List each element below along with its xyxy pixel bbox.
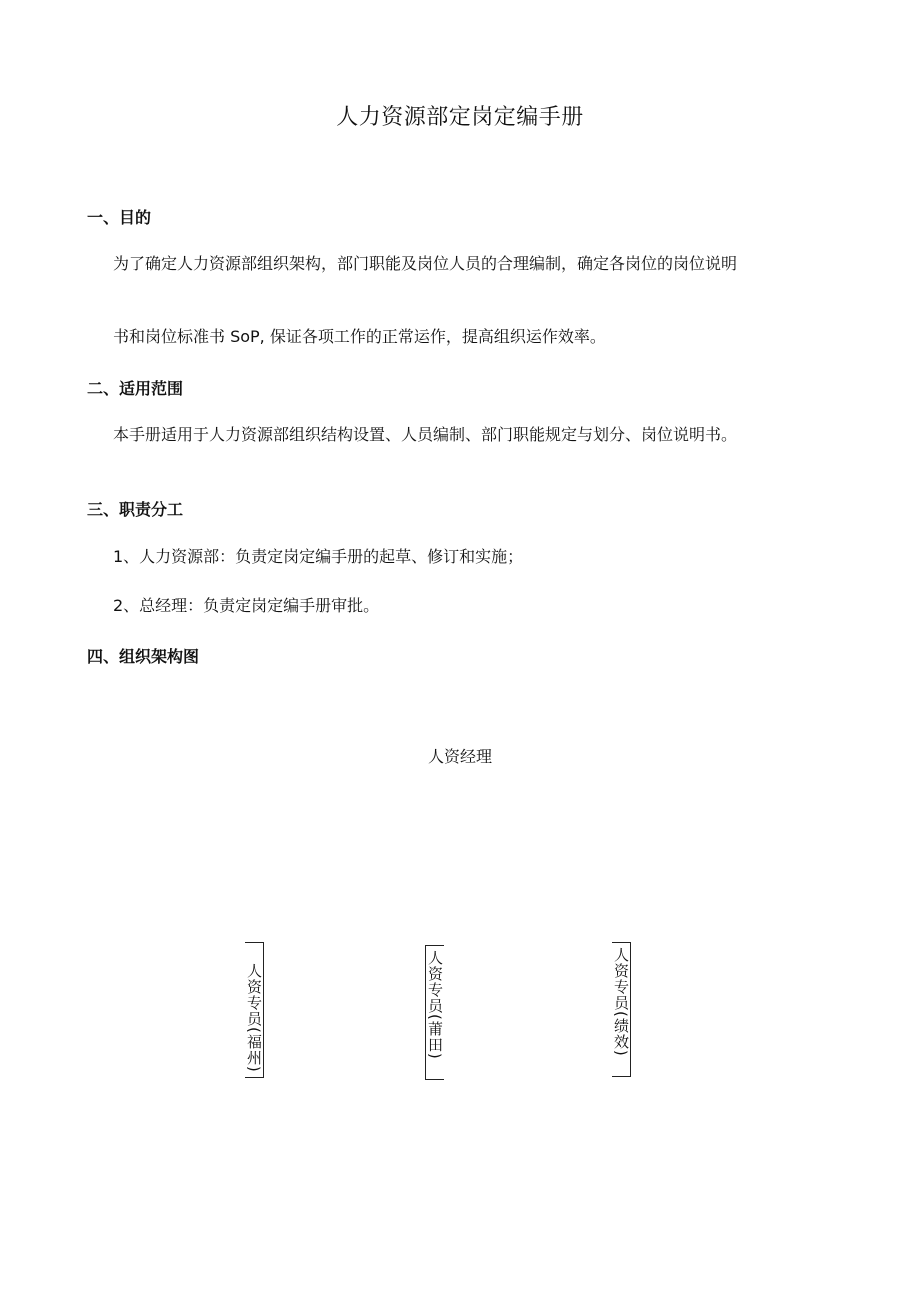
- org-node-staff-putian-label: 人资专员(莆田): [426, 950, 444, 1060]
- duties-item-2: 2、总经理：负责定岗定编手册审批。: [113, 596, 380, 615]
- section-heading-scope: 二、适用范围: [87, 379, 184, 398]
- org-node-staff-fuzhou: [245, 942, 264, 1078]
- org-node-staff-performance-label: 人资专员(绩效): [612, 947, 630, 1057]
- org-node-staff-fuzhou-label: 人资专员(福州): [245, 963, 263, 1073]
- org-node-manager: 人资经理: [427, 747, 492, 766]
- section-heading-org-chart: 四、组织架构图: [87, 647, 200, 666]
- purpose-paragraph-1: 为了确定人力资源部组织架构，部门职能及岗位人员的合理编制，确定各岗位的岗位说明: [113, 254, 738, 273]
- scope-paragraph: 本手册适用于人力资源部组织结构设置、人员编制、部门职能规定与划分、岗位说明书。: [113, 425, 738, 444]
- org-node-staff-performance: [612, 942, 631, 1077]
- section-heading-purpose: 一、目的: [87, 208, 152, 227]
- purpose-paragraph-2: 书和岗位标准书 SoP, 保证各项工作的正常运作，提高组织运作效率。: [113, 327, 606, 346]
- section-heading-duties: 三、职责分工: [87, 500, 184, 519]
- org-node-staff-putian: [425, 945, 444, 1080]
- document-title: 人力资源部定岗定编手册: [336, 105, 584, 130]
- duties-item-1: 1、人力资源部：负责定岗定编手册的起草、修订和实施；: [113, 547, 524, 566]
